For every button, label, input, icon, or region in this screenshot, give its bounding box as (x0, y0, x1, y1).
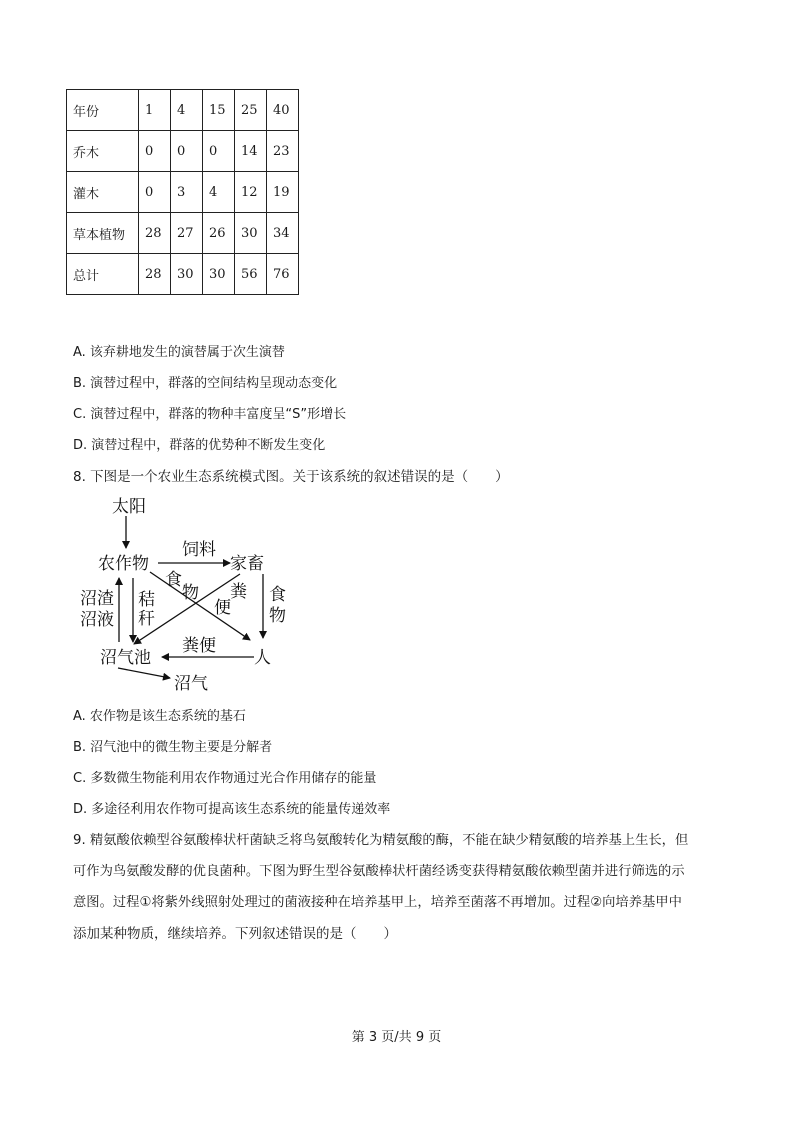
q8-option-c: C. 多数微生物能利用农作物通过光合作用储存的能量 (73, 771, 377, 786)
manure-diag-1: 粪 (230, 582, 247, 602)
table-cell: 27 (171, 213, 203, 254)
feed-label: 饲料 (182, 540, 216, 560)
q8-stem: 8. 下图是一个农业生态系统模式图。关于该系统的叙述错误的是（ ） (73, 469, 509, 485)
q9-line-2: 可作为鸟氨酸发酵的优良菌种。下图为野生型谷氨酸棒状杆菌经诱变获得精氨酸依赖型菌并进行筛选的示 (73, 864, 685, 879)
pool-to-biogas-arrow (118, 668, 170, 678)
straw-2: 秆 (138, 609, 155, 629)
table-cell: 0 (139, 172, 171, 213)
table-cell: 4 (203, 172, 235, 213)
food-diag-2: 物 (182, 583, 199, 603)
food-right-1: 食 (269, 585, 286, 605)
table-cell: 19 (267, 172, 299, 213)
q7-option-a: A. 该弃耕地发生的演替属于次生演替 (73, 345, 285, 360)
q8-option-d: D. 多途径利用农作物可提高该生态系统的能量传递效率 (73, 802, 391, 817)
table-cell: 0 (139, 131, 171, 172)
table-cell: 28 (139, 213, 171, 254)
table-row (67, 90, 299, 131)
row-label: 乔木 (67, 131, 139, 172)
table-cell: 12 (235, 172, 267, 213)
table-cell: 23 (267, 131, 299, 172)
row-label: 灌木 (67, 172, 139, 213)
page-footer: 第 3 页/共 9 页 (351, 1030, 442, 1045)
table-row (67, 254, 299, 295)
table-cell: 30 (235, 213, 267, 254)
table-cell: 56 (235, 254, 267, 295)
q9-line-3: 意图。过程①将紫外线照射处理过的菌液接种在培养基甲上，培养至菌落不再增加。过程②向培养基甲中 (73, 895, 682, 910)
human-label: 人 (254, 648, 271, 668)
table-cell: 1 (139, 90, 171, 131)
table-cell: 40 (267, 90, 299, 131)
table-row (67, 131, 299, 172)
table-cell: 14 (235, 131, 267, 172)
row-label: 年份 (67, 90, 139, 131)
biogas-label: 沼气 (174, 674, 208, 692)
q9-line-4: 添加某种物质，继续培养。下列叙述错误的是（ ） (73, 926, 397, 942)
food-diag-1: 食 (165, 570, 182, 590)
manure-diag-2: 便 (214, 598, 231, 618)
table-row (67, 172, 299, 213)
table-cell: 34 (267, 213, 299, 254)
table-cell: 30 (203, 254, 235, 295)
table-cell: 26 (203, 213, 235, 254)
residue-label: 沼渣 (80, 589, 114, 609)
straw-1: 秸 (138, 590, 155, 610)
table-cell: 0 (203, 131, 235, 172)
table-cell: 4 (171, 90, 203, 131)
q7-option-b: B. 演替过程中，群落的空间结构呈现动态变化 (73, 376, 338, 391)
q7-option-c: C. 演替过程中，群落的物种丰富度呈“S”形增长 (73, 407, 347, 422)
q8-option-b: B. 沼气池中的微生物主要是分解者 (73, 740, 273, 755)
table-cell: 3 (171, 172, 203, 213)
table-cell: 15 (203, 90, 235, 131)
table-cell: 0 (171, 131, 203, 172)
crops-label: 农作物 (98, 554, 149, 574)
q8-option-a: A. 农作物是该生态系统的基石 (73, 709, 246, 724)
table-cell: 76 (267, 254, 299, 295)
succession-table (66, 89, 299, 295)
biogas-pool-label: 沼气池 (100, 648, 151, 668)
table-cell: 25 (235, 90, 267, 131)
table-cell: 30 (171, 254, 203, 295)
manure-bottom-label: 粪便 (182, 636, 216, 656)
livestock-label: 家畜 (230, 554, 264, 574)
agro-ecosystem-diagram (70, 492, 310, 692)
q9-line-1: 9. 精氨酸依赖型谷氨酸棒状杆菌缺乏将鸟氨酸转化为精氨酸的酶，不能在缺少精氨酸的培养基上生长，但 (73, 833, 689, 848)
liquid-label: 沼液 (80, 610, 114, 630)
q7-option-d: D. 演替过程中，群落的优势种不断发生变化 (73, 438, 326, 453)
row-label: 草本植物 (67, 213, 139, 254)
table-row (67, 213, 299, 254)
row-label: 总计 (67, 254, 139, 295)
food-right-2: 物 (269, 606, 286, 626)
sun-label: 太阳 (112, 497, 146, 517)
table-cell: 28 (139, 254, 171, 295)
